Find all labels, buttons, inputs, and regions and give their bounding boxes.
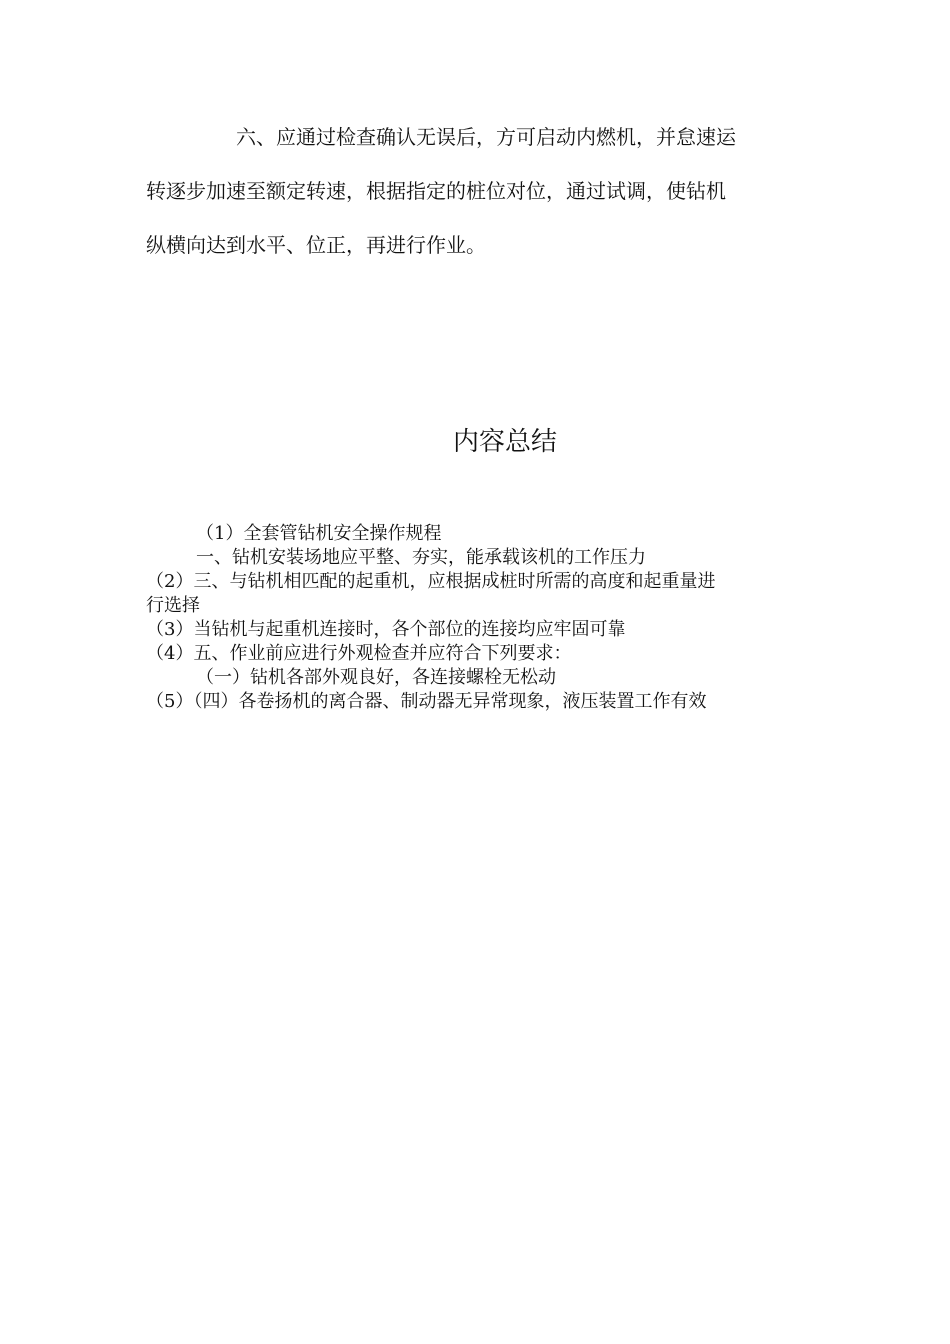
summary-line-3: （2）三、与钻机相匹配的起重机，应根据成桩时所需的高度和起重量进 [146,571,716,592]
paragraph-line-3: 纵横向达到水平、位正，再进行作业。 [146,233,486,257]
summary-line-8: （5）（四）各卷扬机的离合器、制动器无异常现象，液压装置工作有效 [146,691,707,712]
paragraph-line-1: 六、应通过检查确认无误后，方可启动内燃机，并怠速运 [236,125,736,149]
summary-line-5: （3）当钻机与起重机连接时，各个部位的连接均应牢固可靠 [146,619,626,640]
summary-line-6: （4）五、作业前应进行外观检查并应符合下列要求： [146,643,572,664]
body-paragraph [146,110,806,272]
summary-title: 内容总结 [452,427,557,457]
summary-line-1: （1）全套管钻机安全操作规程 [196,523,442,544]
paragraph-line-2: 转逐步加速至额定转速，根据指定的桩位对位，通过试调，使钻机 [146,179,726,203]
summary-line-4: 行选择 [146,595,200,616]
summary-line-7: （一）钻机各部外观良好，各连接螺栓无松动 [196,667,556,688]
summary-line-2: 一、钻机安装场地应平整、夯实，能承载该机的工作压力 [196,547,646,568]
summary-list [146,522,806,714]
